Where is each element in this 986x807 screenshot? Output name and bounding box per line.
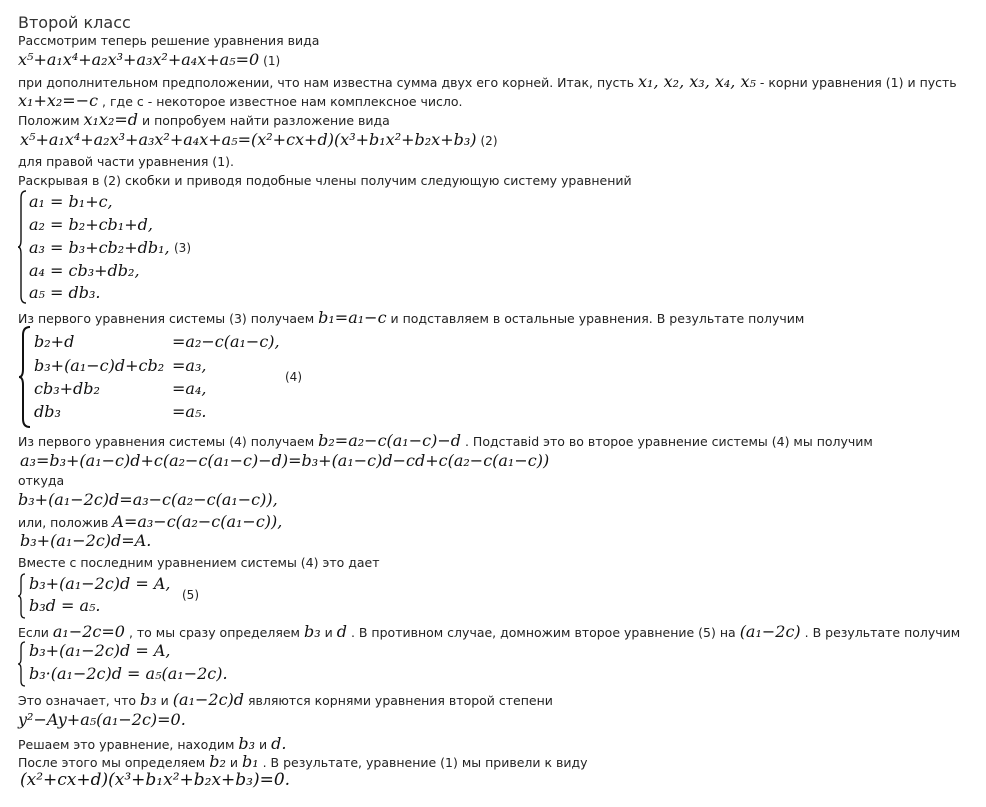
text-right-part: для правой части уравнения (1).	[18, 154, 234, 169]
sum-line	[18, 91, 463, 110]
system-4-right: =a₄,	[172, 379, 207, 398]
system-4-left: b₂+d	[34, 332, 75, 351]
b3-A-formula: b₃+(a₁−2c)d=A.	[20, 531, 152, 550]
system-5-row: b₃+(a₁−2c)d = A,	[29, 574, 171, 593]
substitution-text-pre: Из первого уравнения системы (3) получаем	[18, 311, 315, 326]
system-4-right: =a₂−c(a₁−c),	[172, 332, 280, 351]
brace-6-icon	[18, 641, 27, 687]
result-text-and: и	[229, 755, 238, 770]
solve-text-and: и	[259, 737, 268, 752]
product-text-post: и попробуем найти разложение вида	[142, 113, 390, 128]
system-3-label: (3)	[174, 241, 191, 255]
roots-quadratic-text-post: являются корнями уравнения второй степени	[248, 693, 553, 708]
result-text-post: . В результате, уравнение (1) мы привели к виду	[262, 755, 588, 770]
solve-formula-1: b₃	[238, 734, 256, 753]
product-text-pre: Положим	[18, 113, 80, 128]
result-text-pre: После этого мы определяем	[18, 755, 206, 770]
text-whence: откуда	[18, 473, 65, 488]
equation-1-label: (1)	[263, 54, 281, 68]
roots-quadratic-text-and: и	[160, 693, 169, 708]
system-3-row: a₂ = b₂+cb₁+d,	[29, 215, 153, 234]
system-6-row: b₃·(a₁−2c)d = a₅(a₁−2c).	[29, 664, 228, 683]
system-4-right: =a₅.	[172, 402, 207, 421]
case-text-3: . В результате получим	[804, 625, 961, 640]
system-3-row: a₄ = cb₃+db₂,	[29, 261, 140, 280]
substitution-text-post: и подставляем в остальные уравнения. В результате получим	[390, 311, 805, 326]
brace-4-icon	[18, 326, 32, 428]
case-text-2: . В противном случае, домножим второе уравнение (5) на	[350, 625, 736, 640]
define-A-formula: A=a₃−c(a₂−c(a₁−c)),	[112, 512, 283, 531]
case-formula-4: (a₁−2c)	[739, 622, 801, 641]
roots-quadratic-formula-2: (a₁−2c)d	[172, 690, 245, 709]
roots-quadratic-formula-1: b₃	[140, 690, 157, 709]
substitution-line	[18, 308, 804, 327]
text-combined: Вместе с последним уравнением системы (4) это дает	[18, 555, 380, 570]
substitution-formula: b₁=a₁−c	[318, 308, 387, 327]
roots-quadratic-line	[18, 690, 553, 709]
result-line	[18, 752, 588, 771]
case-text-if: Если	[18, 625, 49, 640]
system-5	[18, 572, 218, 620]
b2-formula: b₂=a₂−c(a₁−c)−d	[318, 431, 461, 450]
equation-2: x⁵+a₁x⁴+a₂x³+a₃x²+a₄x+a₅=(x²+cx+d)(x³+b₁x²+b₂x+b₃)	[20, 130, 477, 149]
b2-text-post: . Подставid это во второе уравнение системы (4) мы получим	[464, 434, 873, 449]
brace-3-icon	[18, 190, 28, 304]
case-formula-1: a₁−2c=0	[52, 622, 125, 641]
quadratic-formula: y²−Ay+a₅(a₁−2c)=0.	[18, 710, 186, 729]
define-A-line	[18, 512, 282, 531]
roots-quadratic-text-pre: Это означает, что	[18, 693, 137, 708]
text-intro: Рассмотрим теперь решение уравнения вида	[18, 33, 320, 48]
case-formula-2: b₃	[303, 622, 321, 641]
system-4	[18, 326, 318, 430]
brace-5-icon	[18, 573, 27, 619]
equation-1-line	[18, 50, 280, 69]
system-3-row: a₁ = b₁+c,	[29, 192, 113, 211]
case-formula-3: d	[336, 622, 347, 641]
a3-formula: a₃=b₃+(a₁−c)d+c(a₂−c(a₁−c)−d)=b₃+(a₁−c)d−cd+c(a₂−c(a₁−c))	[20, 451, 550, 470]
solve-text: Решаем это уравнение, находим	[18, 737, 235, 752]
product-line	[18, 110, 390, 129]
system-5-row: b₃d = a₅.	[29, 596, 101, 615]
solve-line	[18, 734, 286, 753]
system-6	[18, 640, 278, 688]
product-formula: x₁x₂=d	[83, 110, 139, 129]
sum-text: , где c - некоторое известное нам комплексное число.	[102, 94, 463, 109]
result-formula-2: b₁	[241, 752, 259, 771]
final-formula: (x²+cx+d)(x³+b₁x²+b₂x+b₃)=0.	[20, 770, 291, 790]
sum-formula: x₁+x₂=−c	[18, 91, 99, 110]
system-4-left: b₃+(a₁−c)d+cb₂	[34, 356, 165, 375]
b2-line	[18, 431, 873, 450]
system-4-left: db₃	[34, 402, 61, 421]
system-6-row: b₃+(a₁−2c)d = A,	[29, 641, 171, 660]
page-title: Второй класс	[18, 13, 131, 32]
system-3-row: a₅ = db₃.	[29, 283, 101, 302]
roots-formula: x₁, x₂, x₃, x₄, x₅	[638, 72, 756, 91]
equation-1: x⁵+a₁x⁴+a₂x³+a₃x²+a₄x+a₅=0	[18, 50, 260, 69]
b2-text-pre: Из первого уравнения системы (4) получаем	[18, 434, 315, 449]
solve-formula-2: d.	[271, 734, 287, 753]
roots-text-post: - корни уравнения (1) и пусть	[759, 75, 957, 90]
roots-line	[18, 72, 957, 91]
system-3	[18, 188, 218, 306]
define-A-text: или, положив	[18, 515, 109, 530]
system-4-right: =a₃,	[172, 356, 207, 375]
case-text-1: , то мы сразу определяем	[128, 625, 300, 640]
b3-formula: b₃+(a₁−2c)d=a₃−c(a₂−c(a₁−c)),	[18, 490, 278, 509]
system-4-label: (4)	[285, 370, 302, 384]
system-3-row: a₃ = b₃+cb₂+db₁,	[29, 238, 170, 257]
equation-2-label: (2)	[480, 134, 498, 148]
equation-2-line	[20, 130, 498, 149]
roots-text-pre: при дополнительном предположении, что нам известна сумма двух его корней. Итак, пусть	[18, 75, 635, 90]
system-4-left: cb₃+db₂	[34, 379, 100, 398]
result-formula-1: b₂	[209, 752, 226, 771]
case-text-and: и	[324, 625, 333, 640]
system-5-label: (5)	[182, 588, 199, 602]
case-line	[18, 622, 960, 641]
text-expand: Раскрывая в (2) скобки и приводя подобные члены получим следующую систему уравнений	[18, 173, 632, 188]
